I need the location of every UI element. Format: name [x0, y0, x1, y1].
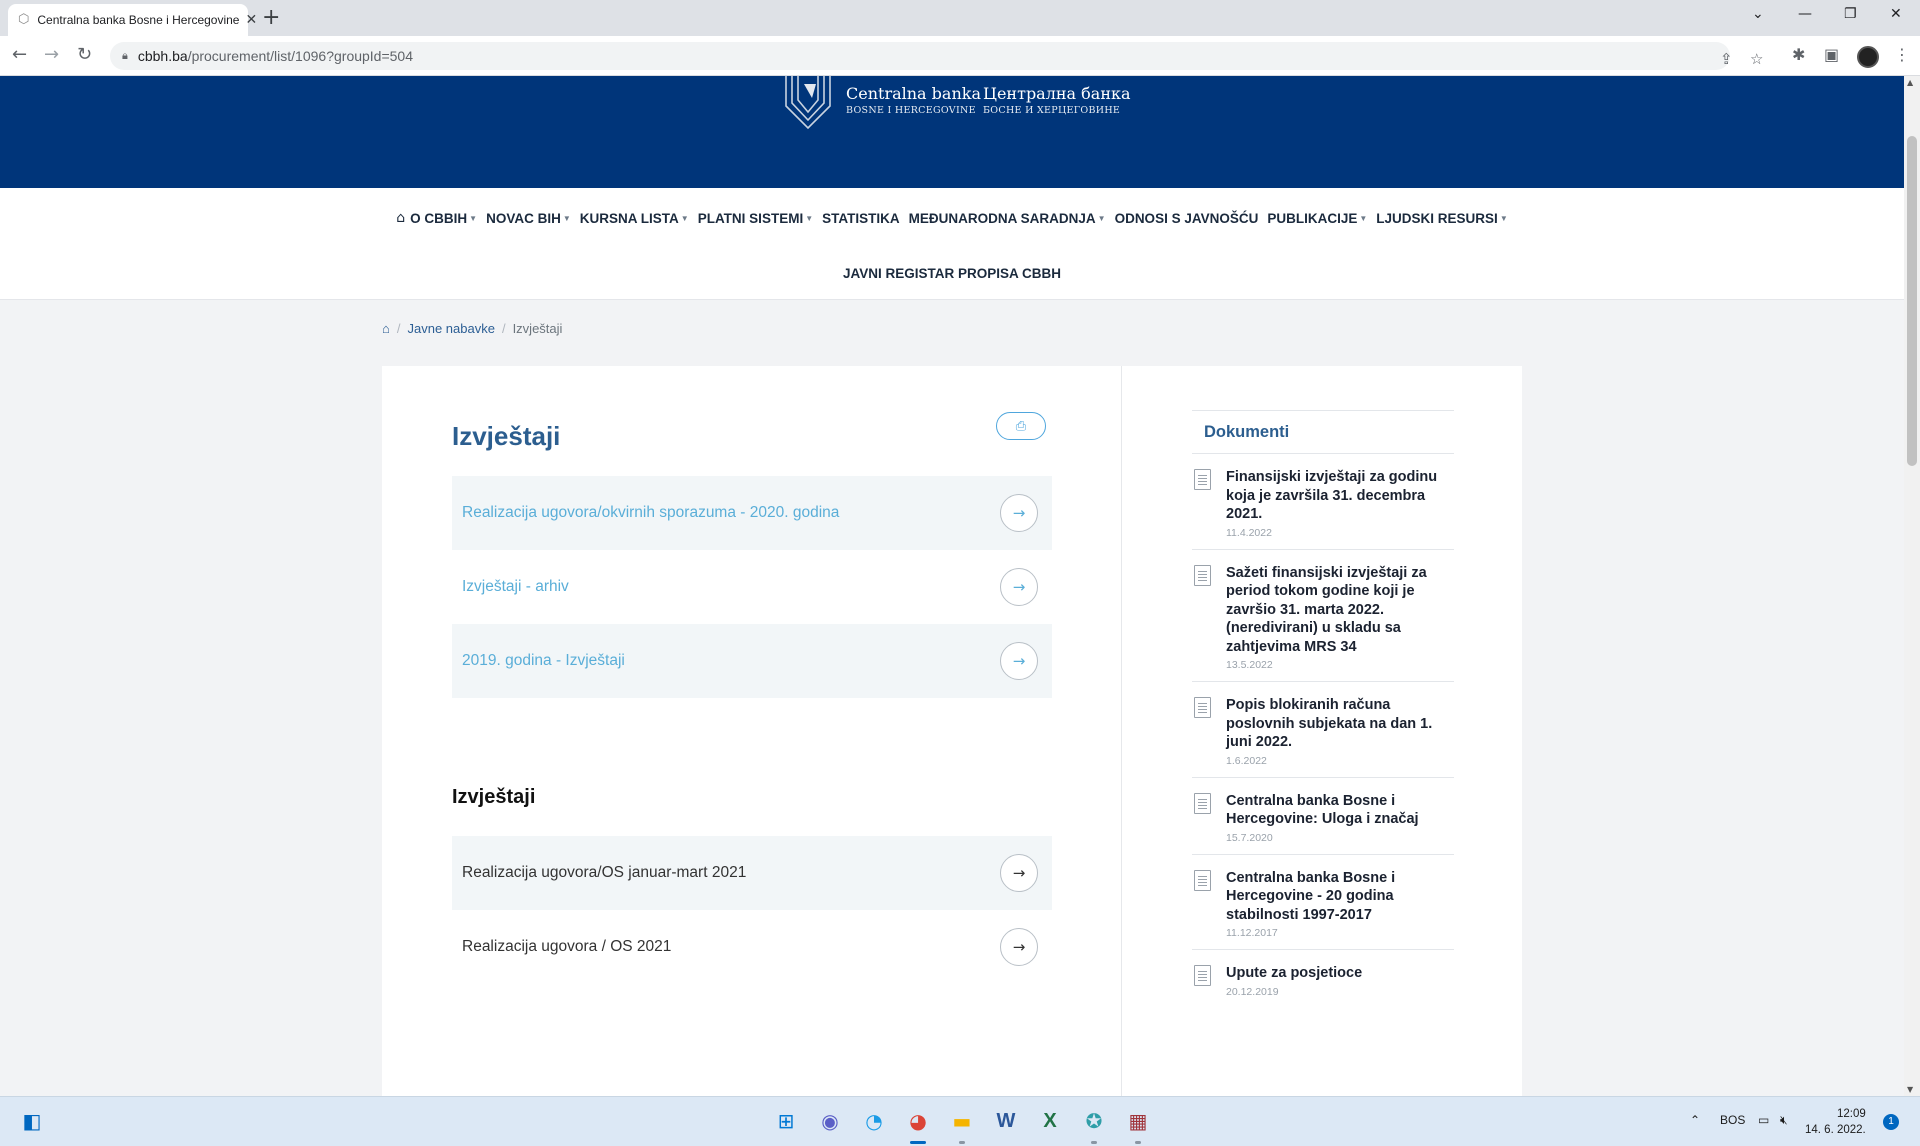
document-title[interactable]: Popis blokiranih računa poslovnih subjekata na dan 1. juni 2022.	[1226, 697, 1433, 750]
list-item-label[interactable]: Realizacija ugovora/OS januar-mart 2021	[462, 864, 747, 881]
system-clock[interactable]	[1805, 1106, 1866, 1138]
caret-down-icon: ▼	[562, 213, 571, 223]
nav-item-label: LJUDSKI RESURSI	[1376, 210, 1498, 226]
breadcrumb-separator: /	[501, 321, 506, 336]
document-icon	[1194, 793, 1211, 814]
nav-item-label: NOVAC BIH	[486, 210, 561, 226]
share-icon[interactable]: ⇪	[1720, 50, 1733, 68]
list-item[interactable]	[452, 624, 1052, 698]
document-date: 11.12.2017	[1226, 927, 1278, 939]
list-item-label[interactable]: Realizacija ugovora / OS 2021	[462, 938, 672, 955]
documents-list	[1192, 454, 1454, 1008]
breadcrumb-home-icon[interactable]: ⌂	[382, 321, 390, 336]
breadcrumb	[382, 321, 562, 336]
arrow-right-icon[interactable]: →	[1000, 928, 1038, 966]
nav-item-7[interactable]	[1267, 211, 1367, 226]
logo-latin-line1: Centralna banka	[846, 84, 981, 103]
logo-latin-line2: BOSNE I HERCEGOVINE	[846, 105, 976, 116]
nav-item-label: STATISTIKA	[822, 210, 900, 226]
breadcrumb-link-javne-nabavke[interactable]: Javne nabavke	[407, 321, 495, 336]
lock-icon[interactable]: 🔒︎	[122, 49, 128, 62]
minimize-icon[interactable]: —	[1798, 6, 1812, 22]
list-item-label[interactable]: Izvještaji - arhiv	[462, 578, 569, 595]
tray-overflow-icon[interactable]: ⌃	[1690, 1113, 1701, 1127]
nav-item-6[interactable]	[1115, 211, 1259, 226]
caret-down-icon: ▼	[680, 213, 689, 223]
clock-time: 12:09	[1836, 1108, 1866, 1120]
back-icon[interactable]: ←	[12, 44, 28, 65]
word-icon[interactable]: W	[996, 1109, 1016, 1132]
volume-muted-icon[interactable]: 🔇︎	[1780, 1113, 1788, 1127]
document-title[interactable]: Sažeti finansijski izvještaji za period tokom godine koji je završio 31. marta 2022. (neredivirani) u skladu sa zahtjevima MRS 34	[1226, 564, 1427, 655]
close-window-icon[interactable]: ✕	[1890, 6, 1902, 22]
url-domain: cbbh.ba	[137, 48, 188, 64]
nav-item-javni-registar[interactable]: JAVNI REGISTAR PROPISA CBBH	[842, 266, 1062, 281]
report-list	[452, 836, 1052, 984]
document-date: 11.4.2022	[1226, 526, 1272, 539]
site-header-banner	[0, 76, 1904, 188]
logo-cyrillic-line2: БОСНЕ И ХЕРЦЕГОВИНЕ	[983, 105, 1121, 116]
nav-item-2[interactable]	[580, 211, 689, 226]
document-icon	[1194, 697, 1211, 718]
network-app-icon[interactable]: ✪	[1085, 1109, 1103, 1133]
arrow-right-icon[interactable]: →	[1000, 494, 1038, 532]
document-date: 1.6.2022	[1226, 754, 1267, 767]
restore-icon[interactable]: ❐	[1844, 6, 1857, 22]
url-path: /procurement/list/1096?groupId=504	[187, 48, 414, 64]
nav-item-3[interactable]	[698, 211, 813, 226]
widgets-icon[interactable]: ◧	[22, 1109, 42, 1133]
document-icon	[1194, 870, 1211, 891]
document-item[interactable]	[1192, 855, 1454, 951]
nav-item-label: O CBBIH	[410, 210, 468, 226]
arrow-right-icon[interactable]: →	[1000, 642, 1038, 680]
winrar-icon[interactable]: ▦	[1128, 1109, 1148, 1133]
nav-item-label: PLATNI SISTEMI	[697, 210, 804, 226]
nav-item-0[interactable]	[410, 211, 477, 226]
main-navigation	[0, 188, 1904, 300]
list-item[interactable]	[452, 476, 1052, 550]
folder-list	[452, 476, 1052, 698]
bookmark-star-icon[interactable]: ☆	[1750, 50, 1764, 68]
language-indicator[interactable]: BOS	[1720, 1113, 1746, 1127]
caret-down-icon: ▼	[469, 213, 478, 223]
list-item[interactable]	[452, 550, 1052, 624]
scroll-up-icon[interactable]: ▲	[1907, 78, 1914, 87]
logo-cyrillic[interactable]	[983, 84, 1131, 118]
file-explorer-icon[interactable]: ▬	[952, 1109, 972, 1133]
documents-heading: Dokumenti	[1192, 410, 1454, 454]
document-title[interactable]: Centralna banka Bosne i Hercegovine - 20 godina stabilnosti 1997-2017	[1226, 869, 1396, 923]
document-item[interactable]	[1192, 778, 1454, 855]
list-item-label[interactable]: 2019. godina - Izvještaji	[462, 652, 625, 669]
caret-down-icon: ▼	[805, 213, 814, 223]
page-scrollbar[interactable]	[1904, 76, 1920, 1096]
list-item[interactable]	[452, 836, 1052, 910]
nav-item-4[interactable]	[822, 211, 900, 226]
document-title[interactable]: Upute za posjetioce	[1226, 965, 1363, 981]
running-app-indicator	[1135, 1141, 1141, 1144]
browser-tab[interactable]	[8, 4, 258, 36]
clock-date: 14. 6. 2022.	[1805, 1124, 1866, 1136]
list-item-label[interactable]: Realizacija ugovora/okvirnih sporazuma - 2020. godina	[462, 504, 840, 521]
address-bar	[0, 36, 1920, 76]
side-panel-icon[interactable]: ▣	[1824, 45, 1840, 64]
caret-down-icon: ▼	[1359, 213, 1368, 223]
new-tab-icon[interactable]: +	[262, 5, 281, 30]
notification-badge[interactable]: 1	[1883, 1114, 1899, 1130]
nav-item-8[interactable]	[1376, 211, 1507, 226]
section-title: Izvještaji	[452, 786, 536, 808]
breadcrumb-separator: /	[396, 321, 401, 336]
scroll-down-icon[interactable]: ▼	[1907, 1085, 1914, 1094]
reload-icon[interactable]: ↻	[77, 44, 93, 65]
page-title: Izvještaji	[452, 421, 561, 451]
nav-item-label: KURSNA LISTA	[579, 210, 679, 226]
close-tab-icon[interactable]: ✕	[245, 12, 258, 28]
document-date: 20.12.2019	[1226, 985, 1279, 998]
arrow-right-icon[interactable]: →	[1000, 854, 1038, 892]
document-title[interactable]: Centralna banka Bosne i Hercegovine: Uloga i značaj	[1226, 792, 1419, 827]
printer-icon: ⎙	[1015, 418, 1027, 434]
start-icon[interactable]: ⊞	[777, 1109, 795, 1133]
list-item[interactable]	[452, 910, 1052, 984]
nav-item-1[interactable]	[486, 211, 571, 226]
caret-down-icon: ▼	[1097, 213, 1106, 223]
running-app-indicator	[959, 1141, 965, 1144]
nav-item-label: PUBLIKACIJE	[1267, 210, 1358, 226]
nav-item-label: ODNOSI S JAVNOŠĆU	[1114, 210, 1259, 226]
chrome-icon[interactable]: ◕	[909, 1109, 927, 1133]
main-content-card	[382, 366, 1122, 1106]
logo-latin[interactable]	[846, 84, 981, 118]
extensions-icon[interactable]: ✱	[1792, 45, 1806, 64]
edge-icon[interactable]: ◔	[865, 1109, 883, 1133]
cbbh-logo-icon[interactable]	[782, 76, 834, 130]
tab-search-icon[interactable]: ⌄	[1752, 6, 1764, 22]
caret-down-icon: ▼	[1499, 213, 1508, 223]
profile-avatar[interactable]	[1857, 46, 1879, 68]
forward-icon[interactable]: →	[44, 44, 60, 65]
menu-icon[interactable]: ⋮	[1894, 45, 1910, 64]
excel-icon[interactable]: X	[1043, 1109, 1057, 1132]
print-button[interactable]	[996, 412, 1046, 440]
running-app-indicator	[1091, 1141, 1097, 1144]
tab-title: Centralna banka Bosne i Hercegovine	[37, 13, 240, 27]
windows-taskbar	[0, 1096, 1920, 1146]
document-date: 15.7.2020	[1226, 831, 1273, 844]
url-field[interactable]	[110, 42, 1764, 70]
browser-tab-bar	[0, 0, 1920, 36]
document-item[interactable]	[1192, 550, 1454, 683]
document-icon	[1194, 469, 1211, 490]
document-date: 13.5.2022	[1226, 659, 1273, 671]
document-item[interactable]	[1192, 682, 1454, 778]
network-icon[interactable]: ▭	[1758, 1113, 1770, 1127]
site-favicon-icon: ⬡	[18, 12, 30, 27]
logo-cyrillic-line1: Централна банка	[983, 84, 1131, 103]
document-icon	[1194, 565, 1211, 586]
document-title[interactable]: Finansijski izvještaji za godinu koja je završila 31. decembra 2021.	[1226, 469, 1438, 522]
nav-item-label: MEĐUNARODNA SARADNJA	[908, 210, 1096, 226]
document-item[interactable]	[1192, 454, 1454, 550]
teams-chat-icon[interactable]: ◉	[821, 1109, 839, 1133]
page-viewport	[0, 76, 1904, 1096]
nav-item-5[interactable]	[909, 211, 1106, 226]
document-icon	[1194, 965, 1211, 986]
sidebar-card	[1122, 366, 1522, 1106]
active-app-indicator	[910, 1141, 926, 1144]
scroll-thumb[interactable]	[1907, 136, 1917, 466]
document-item[interactable]	[1192, 950, 1454, 1008]
breadcrumb-current: Izvještaji	[512, 321, 563, 336]
nav-home-icon[interactable]: ⌂	[396, 210, 406, 226]
arrow-right-icon[interactable]: →	[1000, 568, 1038, 606]
